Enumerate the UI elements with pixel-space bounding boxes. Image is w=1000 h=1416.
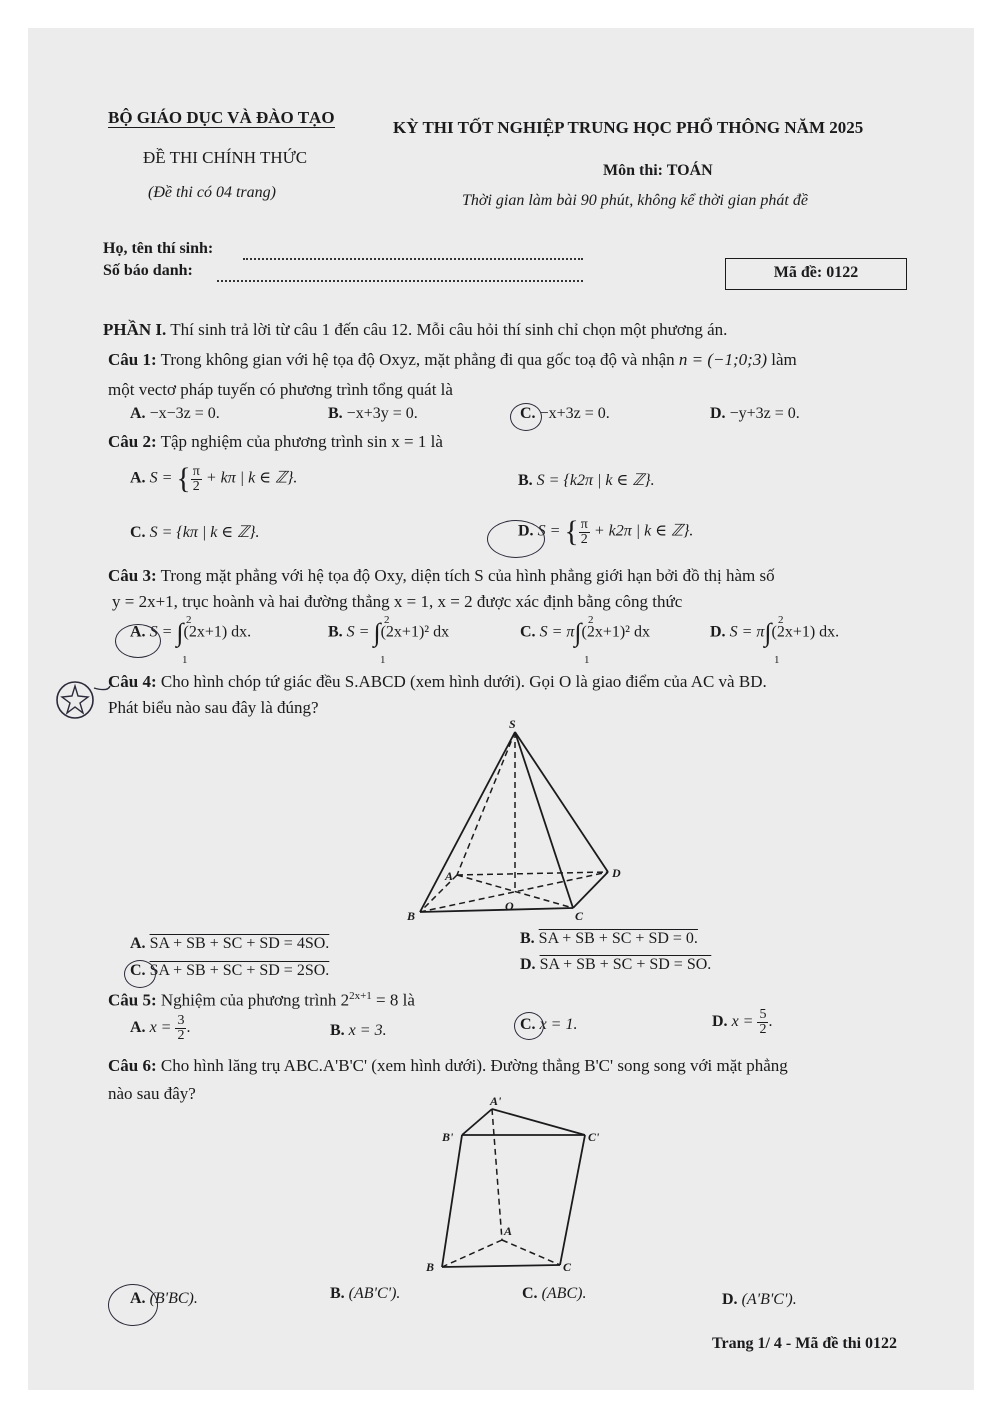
- q2-stem: Câu 2: Tập nghiệm của phương trình sin x = 1 là: [108, 432, 443, 451]
- q3-stem-line1: Câu 3: Trong mặt phẳng với hệ tọa độ Oxy, diện tích S của hình phẳng giới hạn bởi đồ thị hàm số: [108, 566, 775, 585]
- q2-option-a[interactable]: A. S = { $\frac{\pi}{2}$ + kπ | k ∈ ℤ}.: [130, 462, 298, 495]
- q1-option-a[interactable]: A. −x−3z = 0.: [130, 405, 220, 422]
- q6-option-a[interactable]: A. (B'BC).: [130, 1290, 198, 1307]
- q4-option-c[interactable]: C. SA + SB + SC + SD = 2SO.: [130, 962, 330, 979]
- q6-stem-line1: Câu 6: Cho hình lăng trụ ABC.A'B'C' (xem hình dưới). Đường thẳng B'C' song song với mặt phẳng: [108, 1056, 788, 1075]
- edge-a1a: [492, 1109, 502, 1240]
- subject: Môn thi: TOÁN: [603, 162, 713, 179]
- edge-sb: [420, 732, 515, 912]
- edge-c1c: [560, 1135, 585, 1265]
- candidate-name-field[interactable]: [243, 258, 583, 260]
- edge-a1c1: [492, 1109, 585, 1135]
- q5-stem: Câu 5: Nghiệm của phương trình $2^{2x+1} = 8$ là: [108, 990, 415, 1010]
- edge-cd: [573, 872, 608, 908]
- q3-option-b[interactable]: B. S = ∫ 2 1 (2x+1)² dx: [328, 614, 450, 666]
- q3-option-a[interactable]: A. S = ∫ 2 1 (2x+1) dx.: [130, 614, 252, 666]
- candidate-id-field[interactable]: [217, 280, 583, 282]
- q2-answer-mark: [487, 520, 545, 558]
- q3-stem-line2: y = 2x+1, trục hoành và hai đường thẳng x = 1, x = 2 được xác định bằng công thức: [112, 592, 683, 611]
- q6-option-b[interactable]: B. (AB'C').: [330, 1285, 401, 1302]
- pages-note: (Đề thi có 04 trang): [148, 184, 276, 201]
- exam-code: Mã đề: 0122: [773, 264, 859, 281]
- q5-option-d[interactable]: D. x = $\frac{5}{2}$ .: [712, 1007, 773, 1037]
- label-c: C: [563, 1260, 572, 1274]
- prism-figure: [420, 1095, 600, 1280]
- label-a: A: [504, 1224, 513, 1238]
- label-b1: B': [442, 1130, 454, 1144]
- duration: Thời gian làm bài 90 phút, không kể thời gian phát đề: [462, 192, 808, 209]
- edge-sa: [457, 732, 515, 875]
- label-b: B: [407, 909, 416, 923]
- label-a1: A': [490, 1094, 502, 1108]
- q1-option-c[interactable]: C. −x+3z = 0.: [520, 405, 610, 422]
- q6-option-d[interactable]: D. (A'B'C').: [722, 1291, 797, 1308]
- label-o: O: [505, 899, 514, 913]
- q1-answer-mark: [510, 403, 542, 431]
- pyramid-figure: [405, 717, 645, 930]
- q4-option-b[interactable]: B. SA + SB + SC + SD = 0.: [520, 930, 698, 947]
- q6-answer-mark: [108, 1284, 158, 1326]
- candidate-name-label: Họ, tên thí sinh:: [103, 240, 214, 257]
- edge-ad: [457, 872, 608, 875]
- q6-option-c[interactable]: C. (ABC).: [522, 1285, 587, 1302]
- q5-option-a[interactable]: A. x = $\frac{3}{2}$ .: [130, 1013, 191, 1043]
- q4-star-mark: [50, 678, 110, 728]
- q1-option-d[interactable]: D. −y+3z = 0.: [710, 405, 800, 422]
- label-s: S: [509, 717, 516, 731]
- exam-type: ĐỀ THI CHÍNH THỨC: [143, 148, 308, 167]
- edge-sc: [515, 732, 573, 908]
- edge-bc: [442, 1265, 560, 1267]
- q3-answer-mark: [115, 624, 161, 658]
- q3-option-c[interactable]: C. S = π∫ 2 1 (2x+1)² dx: [520, 614, 650, 666]
- q4-stem-line1: Câu 4: Cho hình chóp tứ giác đều S.ABCD (xem hình dưới). Gọi O là giao điểm của AC và BD.: [108, 672, 767, 691]
- edge-sd: [515, 732, 608, 872]
- q4-answer-mark: [124, 960, 156, 988]
- q6-stem-line2: nào sau đây?: [108, 1084, 196, 1103]
- edge-a1b1: [462, 1109, 492, 1135]
- part1-instruction: PHẦN I. Thí sinh trả lời từ câu 1 đến câu 12. Mỗi câu hỏi thí sinh chỉ chọn một phương án.: [103, 320, 728, 339]
- q2-option-c[interactable]: C. S = {kπ | k ∈ ℤ}.: [130, 524, 260, 541]
- diagonal-ac: [457, 875, 573, 908]
- q5-option-c[interactable]: C. x = 1.: [520, 1016, 578, 1033]
- edge-bc: [420, 908, 573, 912]
- edge-b1b: [442, 1135, 462, 1267]
- q2-option-b[interactable]: B. S = {k2π | k ∈ ℤ}.: [518, 472, 655, 489]
- q5-option-b[interactable]: B. x = 3.: [330, 1022, 387, 1039]
- edge-ab: [442, 1240, 502, 1267]
- q5-answer-mark: [514, 1012, 544, 1040]
- label-c: C: [575, 909, 584, 923]
- q4-option-d[interactable]: D. SA + SB + SC + SD = SO.: [520, 956, 712, 973]
- q3-option-d[interactable]: D. S = π∫ 2 1 (2x+1) dx.: [710, 614, 840, 666]
- page-footer: Trang 1/ 4 - Mã đề thi 0122: [712, 1335, 898, 1352]
- exam-title: KỲ THI TỐT NGHIỆP TRUNG HỌC PHỔ THÔNG NĂM 2025: [393, 118, 864, 137]
- edge-ac: [502, 1240, 560, 1265]
- q1-stem-line1: Câu 1: Trong không gian với hệ tọa độ Oxyz, mặt phẳng đi qua gốc toạ độ và nhận n = (−1;0;3) làm: [108, 350, 797, 369]
- label-b: B: [426, 1260, 435, 1274]
- q4-stem-line2: Phát biểu nào sau đây là đúng?: [108, 698, 319, 717]
- label-c1: C': [588, 1130, 600, 1144]
- q4-option-a[interactable]: A. SA + SB + SC + SD = 4SO.: [130, 935, 330, 952]
- label-d: D: [612, 866, 621, 880]
- q1-option-b[interactable]: B. −x+3y = 0.: [328, 405, 418, 422]
- exam-code-box: [725, 258, 907, 290]
- label-a: A: [445, 869, 454, 883]
- q2-option-d[interactable]: D. S = { $\frac{\pi}{2}$ + k2π | k ∈ ℤ}.: [518, 515, 694, 548]
- candidate-id-label: Số báo danh:: [103, 262, 193, 279]
- q1-stem-line2: một vectơ pháp tuyến có phương trình tổng quát là: [108, 380, 453, 399]
- ministry-name: BỘ GIÁO DỤC VÀ ĐÀO TẠO: [108, 108, 335, 127]
